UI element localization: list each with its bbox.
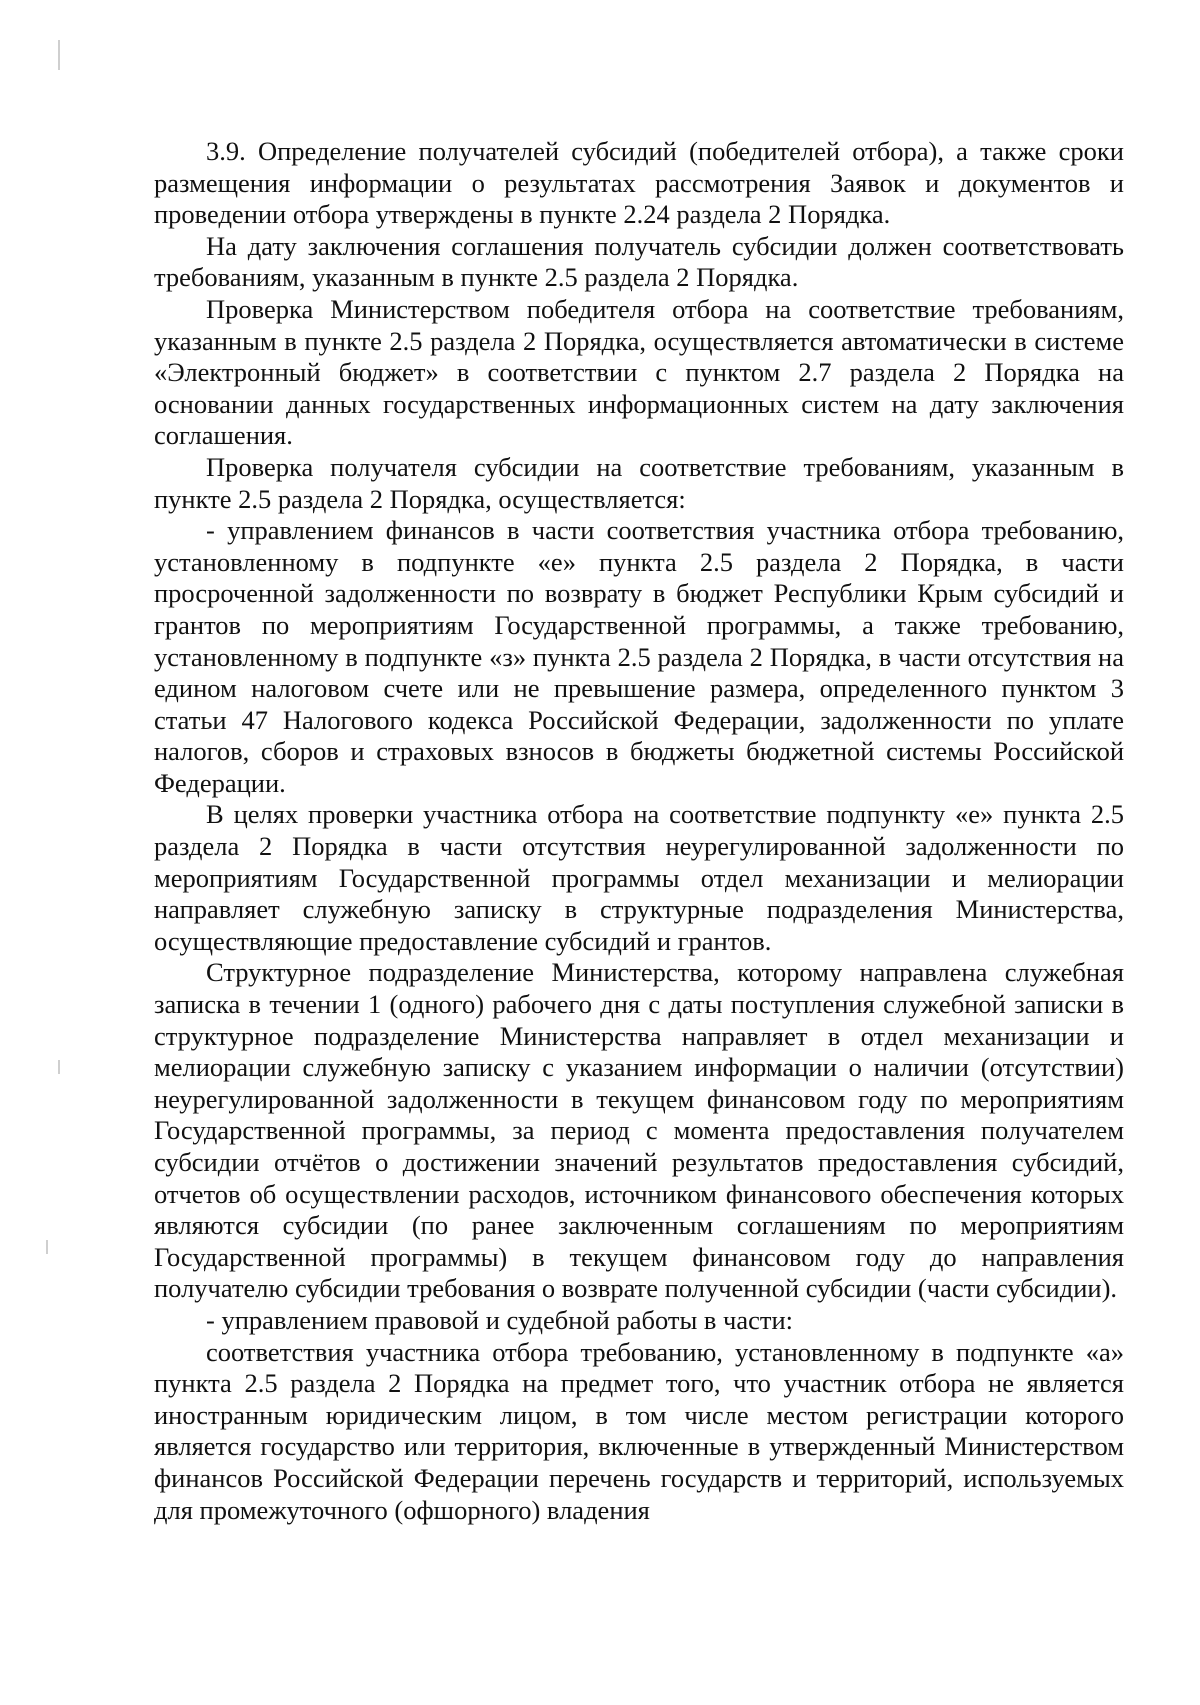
paragraph-debt-check: В целях проверки участника отбора на соответствие подпункту «е» пункта 2.5 раздела 2 Порядка в части отсутствия неурегулированной задолженности по мероприятиям Государственной программы отдел механизации и мелиорации направляет служебную записку в структурные подразделения Министерства, осуществляющие предоставление субсидий и грантов. xyxy=(154,799,1124,956)
paragraph-recipient-check: Проверка получателя субсидии на соответствие требованиям, указанным в пункте 2.5 раздела 2 Порядка, осуществляется: xyxy=(154,451,1124,514)
scan-edge-mark xyxy=(46,1240,48,1254)
paragraph-3-9: 3.9. Определение получателей субсидий (победителей отбора), а также сроки размещения информации о результатах рассмотрения Заявок и документов и проведении отбора утверждены в пункте 2.24 раздела 2 Порядка. xyxy=(154,136,1124,230)
paragraph-structural-unit: Структурное подразделение Министерства, которому направлена служебная записка в течении 1 (одного) рабочего дня с даты поступления служебной записки в структурное подразделение Министерства направляет в отдел механизации и мелиорации служебную записку с указанием информации о наличии (отсутствии) неурегулированной задолженности в текущем финансовом году по мероприятиям Государственной программы, за период с момента предоставления получателем субсидии отчётов о достижении значений результатов предоставления субсидий, отчетов об осуществлении расходов, источником финансового обеспечения которых являются субсидии (по ранее заключенным соглашениям по мероприятиям Государственной программы) в текущем финансовом году до направления получателю субсидии требования о возврате полученной субсидии (части субсидии). xyxy=(154,957,1124,1304)
document-body xyxy=(154,136,1124,1526)
scan-edge-mark xyxy=(58,1060,60,1074)
paragraph-finance-department: - управлением финансов в части соответствия участника отбора требованию, установленному в подпункте «е» пункта 2.5 раздела 2 Порядка, в части просроченной задолженности по возврату в бюджет Республики Крым субсидий и грантов по мероприятиям Государственной программы, а также требованию, установленному в подпункте «з» пункта 2.5 раздела 2 Порядка, в части отсутствия на едином налоговом счете или не превышение размера, определенного пунктом 3 статьи 47 Налогового кодекса Российской Федерации, задолженности по уплате налогов, сборов и страховых взносов в бюджеты бюджетной системы Российской Федерации. xyxy=(154,515,1124,798)
paragraph-foreign-entity: соответствия участника отбора требованию, установленному в подпункте «а» пункта 2.5 раздела 2 Порядка на предмет того, что участник отбора не является иностранным юридическим лицом, в том числе местом регистрации которого является государство или территория, включенные в утвержденный Министерством финансов Российской Федерации перечень государств и территорий, используемых для промежуточного (офшорного) владения xyxy=(154,1336,1124,1525)
paragraph-agreement-date: На дату заключения соглашения получатель субсидии должен соответствовать требованиям, указанным в пункте 2.5 раздела 2 Порядка. xyxy=(154,230,1124,293)
scan-edge-mark xyxy=(58,40,60,70)
paragraph-legal-department: - управлением правовой и судебной работы в части: xyxy=(206,1304,794,1335)
paragraph-ministry-check: Проверка Министерством победителя отбора на соответствие требованиям, указанным в пункте 2.5 раздела 2 Порядка, осуществляется автоматически в системе «Электронный бюджет» в соответствии с пунктом 2.7 раздела 2 Порядка на основании данных государственных информационных систем на дату заключения соглашения. xyxy=(154,293,1124,451)
